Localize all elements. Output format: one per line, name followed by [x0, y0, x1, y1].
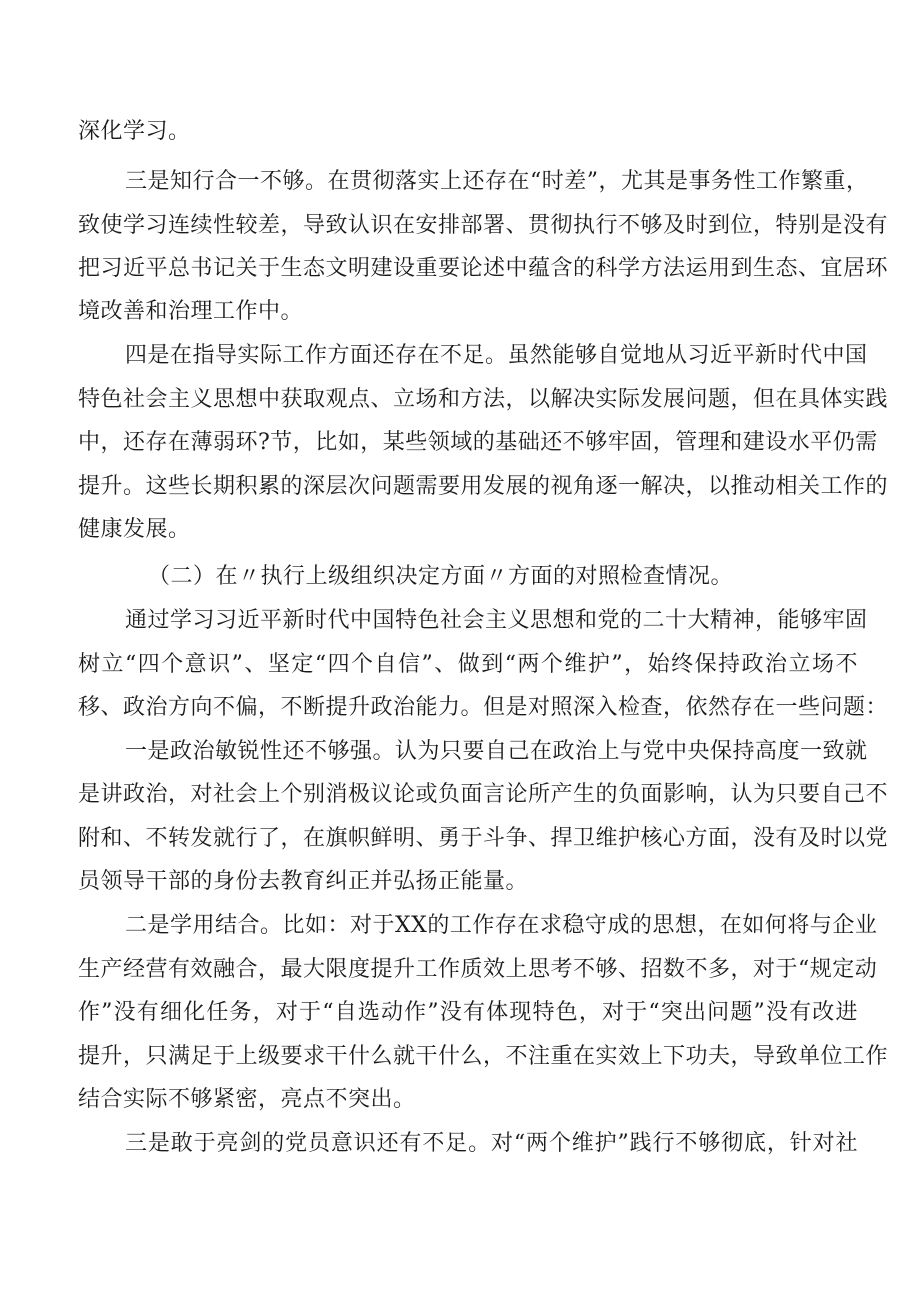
text-line: 树立“四个意识”、坚定“四个自信”、做到“两个维护”，始终保持政治立场不	[78, 652, 858, 677]
text-line: 是讲政治，对社会上个别消极议论或负面言论所产生的负面影响，认为只要自己不	[78, 782, 889, 807]
text-line: 中，还存在薄弱环?节，比如，某些领域的基础还不够牢固，管理和建设水平仍需	[78, 430, 878, 455]
text-line: 提升。这些长期积累的深层次问题需要用发展的视角逐一解决，以推动相关工作的	[78, 474, 889, 499]
text-line: 提升，只满足于上级要求干什么就干什么，不注重在实效上下功夫，导致单位工作	[78, 1044, 889, 1069]
text-line: 四是在指导实际工作方面还存在不足。虽然能够自觉地从习近平新时代中国	[125, 343, 868, 368]
text-line: 作”没有细化任务，对于“自选动作”没有体现特色，对于“突出问题”没有改进	[78, 1000, 858, 1025]
section-heading: （二）在〃执行上级组织决定方面〃方面的对照检查情况。	[148, 564, 734, 589]
text-line: 移、政治方向不偏，不断提升政治能力。但是对照深入检查，依然存在一些问题：	[78, 695, 889, 720]
text-line: 深化学习。	[78, 119, 191, 144]
text-line: 结合实际不够紧密，亮点不突出。	[78, 1087, 416, 1112]
text-line: 通过学习习近平新时代中国特色社会主义思想和党的二十大精神，能够牢固	[125, 608, 868, 633]
text-line: 附和、不转发就行了，在旗帜鲜明、勇于斗争、捍卫维护核心方面，没有及时以党	[78, 826, 889, 851]
text-line: 健康发展。	[78, 517, 191, 542]
text-line: 把习近平总书记关于生态文明建设重要论述中蕴含的科学方法运用到生态、宜居环	[78, 256, 889, 281]
text-line: 员领导干部的身份去教育纠正并弘扬正能量。	[78, 869, 529, 894]
text-line: 三是知行合一不够。在贯彻落实上还存在“时差”，尤其是事务性工作繁重，	[125, 169, 869, 194]
text-line: 二是学用结合。比如：对于XX的工作存在求稳守成的思想，在如何将与企业	[125, 913, 878, 938]
text-line: 境改善和治理工作中。	[78, 299, 304, 324]
text-line: 致使学习连续性较差，导致认识在安排部署、贯彻执行不够及时到位，特别是没有	[78, 213, 889, 238]
text-line: 特色社会主义思想中获取观点、立场和方法，以解决实际发展问题，但在具体实践	[78, 387, 889, 412]
text-line: 生产经营有效融合，最大限度提升工作质效上思考不够、招数不多，对于“规定动	[78, 957, 878, 982]
text-line: 三是敢于亮剑的党员意识还有不足。对“两个维护”践行不够彻底，针对社	[125, 1131, 858, 1156]
text-line: 一是政治敏锐性还不够强。认为只要自己在政治上与党中央保持高度一致就	[125, 739, 868, 764]
